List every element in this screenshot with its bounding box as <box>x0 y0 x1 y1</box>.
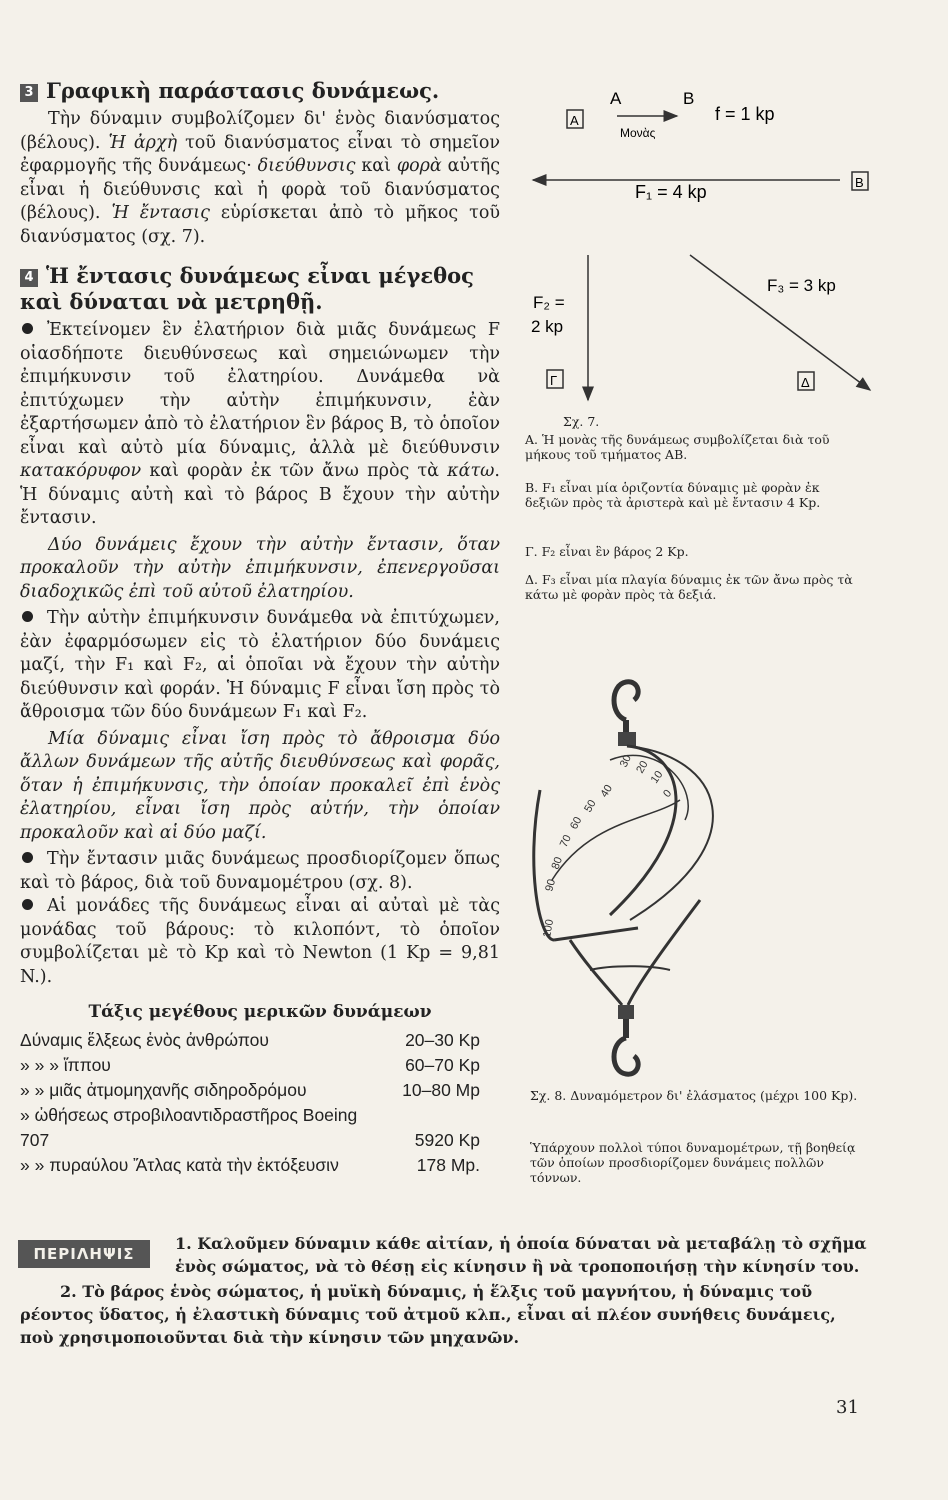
s4-b1-a: Ἐκτείνομεν ἓν ἐλατήριον διὰ μιᾶς δυνάμεως F οἱασδήποτε διευθύνσεως καὶ σημειώνωμεν τὴν ἐπιμήκυνσιν τοῦ ἐλατηρίου. Δυνάμεθα νὰ ἐπιτύχωμεν τὴν αὐτὴν ἐπιμήκυνσιν, ἐὰν ἐξαρτήσωμεν ἀπὸ τὸ ἐλατήριον ἓν βάρος Β, τὸ ὁποῖον εἶναι καὶ αὐτὸ μία δύναμις, ἀλλὰ μὲ διεύθυνσιν <box>20 320 500 458</box>
scale-label-100: 100 <box>541 918 557 939</box>
s3-italic-direction: διεύθυνσις <box>257 156 356 176</box>
f-unit-label: f = 1 kp <box>715 104 775 124</box>
s3-italic-start: Ἡ ἀρχὴ <box>108 132 178 153</box>
scale-label-20: 20 <box>634 758 651 776</box>
s4-b1-italic-down: κάτω <box>447 461 495 481</box>
s4-b4-text: Αἱ μονάδες τῆς δυνάμεως εἶναι αἱ αὐταὶ μὲ τὰς μονάδας τοῦ βάρους: τὸ κιλοπόντ, τὸ ὁποῖον συμβολίζεται μὲ τὸ Kp καὶ τὸ Newton (1 Kp = 9,81 N.). <box>20 896 500 987</box>
fig7-caption-b: Β. F₁ εἶναι μία ὁριζοντία δύναμις μὲ φορὰν ἐκ δεξιῶν πρὸς τὰ ἀριστερὰ καὶ μὲ ἔντασιν 4 Kp. <box>525 480 821 510</box>
s4-b1-e: . Ἡ δύναμις αὐτὴ καὶ τὸ βάρος Β ἔχουν τὴν αὐτὴν ἔντασιν. <box>20 461 500 528</box>
table-row <box>20 1028 500 1053</box>
table-row <box>20 1053 500 1078</box>
section-4-bullet-4 <box>20 895 500 989</box>
table-cell-value: 5920 Kp <box>414 1129 480 1150</box>
fig7-caption-title: Σχ. 7. <box>563 414 600 429</box>
bottom-hook-icon <box>614 1038 638 1074</box>
box-b-label: B <box>855 175 864 190</box>
table-row <box>20 1078 500 1103</box>
figure-8-dynamometer <box>530 670 870 1080</box>
fig7-caption-g: Γ. F₂ εἶναι ἓν βάρος 2 Kp. <box>525 544 689 559</box>
section-4-bullet-3 <box>20 848 500 895</box>
table-cell-label: Δύναμις ἕλξεως ἑνὸς ἀνθρώπου <box>20 1029 269 1050</box>
section-3-title: Γραφικὴ παράστασις δυνάμεως. <box>46 78 440 103</box>
box-d-label: Δ <box>801 375 810 390</box>
s4-b1-c: καὶ φορὰν ἐκ τῶν ἄνω πρὸς τὰ <box>141 461 448 481</box>
table-cell-value: 10–80 Mp <box>402 1079 480 1100</box>
bullet-dot-icon <box>22 611 33 622</box>
s4-b1-italic-vertical: κατακόρυφον <box>20 461 142 481</box>
page-number: 31 <box>836 1397 859 1418</box>
table-cell-label: » ὠθήσεως στροβιλοαντιδραστῆρος Boeing 707 <box>20 1104 358 1150</box>
top-hook-icon <box>614 682 638 720</box>
section-4-bullet-2 <box>20 607 500 725</box>
scale-label-90: 90 <box>543 877 559 893</box>
forces-table <box>20 1028 500 1178</box>
section-4-italic-rule-1: Δύο δυνάμεις ἔχουν τὴν αὐτὴν ἔντασιν, ὅταν προκαλοῦν τὴν αὐτὴν ἐπιμήκυνσιν, ἐπενεργοῦσαι διαδοχικῶς ἐπὶ τοῦ αὐτοῦ ἐλατηρίου. <box>20 534 500 602</box>
s3-text-d: καὶ <box>355 156 397 176</box>
point-b-label: B <box>683 89 695 108</box>
scale-label-70: 70 <box>557 833 574 850</box>
scale-label-80: 80 <box>549 855 566 872</box>
table-cell-value: 20–30 Kp <box>405 1029 480 1050</box>
forces-table-title: Τάξις μεγέθους μερικῶν δυνάμεων <box>88 1002 432 1022</box>
s3-p1-text: Τὴν δύναμιν συμβολίζομεν δι' ἑνὸς διανύσματος (βέλους). <box>20 109 500 153</box>
fig8-note: Ὑπάρχουν πολλοὶ τύποι δυναμομέτρων, τῇ βοηθείᾳ τῶν ὁποίων προσδιορίζομεν δυνάμεις πολλῶν τόννων. <box>530 1140 856 1185</box>
table-cell-value: 60–70 Kp <box>405 1054 480 1075</box>
bullet-dot-icon <box>22 852 33 863</box>
s3-text-f: αὐτῆς εἶναι ἡ διεύθυνσις καὶ ἡ φορὰ τοῦ διανύσματος (βέλους). <box>20 156 500 223</box>
summary-point-1: 1. Καλοῦμεν δύναμιν κάθε αἰτίαν, ἡ ὁποία δύναται νὰ μεταβάλῃ τὸ σχῆμα ἑνὸς σώματος, νὰ τὸ θέσῃ εἰς κίνησιν ἢ νὰ τροποποιήσῃ τὴν κίνησίν του. <box>175 1234 867 1276</box>
f2-label-line1: F₂ = <box>533 293 565 312</box>
bullet-dot-icon <box>22 323 33 334</box>
s3-italic-intensity: Ἡ ἔντασις <box>111 203 210 223</box>
section-4-bullet-1 <box>20 319 500 531</box>
summary-badge: ΠΕΡΙΛΗΨΙΣ <box>18 1240 150 1268</box>
section-4-italic-rule-2: Μία δύναμις εἶναι ἴση πρὸς τὸ ἄθροισμα δύο ἄλλων δυνάμεων τῆς αὐτῆς διευθύνσεως καὶ φορᾶς, ὅταν ἡ ἐπιμήκυνσις, τὴν ὁποίαν προκαλεῖ ἐπὶ ἑνὸς ἐλατηρίου, εἶναι ἴση πρὸς αὐτήν, τὴν ὁποίαν προκαλοῦν καὶ αἱ δύο μαζί. <box>20 728 500 843</box>
f2-label-line2: 2 kp <box>531 317 564 336</box>
fig7-caption-a: Α. Ἡ μονὰς τῆς δυνάμεως συμβολίζεται διὰ τοῦ μήκους τοῦ τμήματος ΑΒ. <box>525 432 830 462</box>
scale-label-0: 0 <box>661 787 675 800</box>
f1-label: F₁ = 4 kp <box>635 182 707 202</box>
section-3-paragraph-1 <box>20 108 500 249</box>
section-3-heading <box>20 78 500 104</box>
point-a-label: A <box>610 89 622 108</box>
table-cell-label: » » » ἵππου <box>20 1054 111 1075</box>
section-3-badge: 3 <box>20 84 38 102</box>
box-g-label: Γ <box>550 373 558 388</box>
box-a-label: A <box>570 113 579 128</box>
s4-b3-text: Τὴν ἔντασιν μιᾶς δυνάμεως προσδιορίζομεν ὅπως καὶ τὸ βάρος, διὰ τοῦ δυναμομέτρου (σχ. 8). <box>20 849 500 893</box>
s4-b2-text: Τὴν αὐτὴν ἐπιμήκυνσιν δυνάμεθα νὰ ἐπιτύχωμεν, ἐὰν ἐφαρμόσωμεν εἰς τὸ ἐλατήριον δύο δυνάμεις μαζί, τὴν F₁ καὶ F₂, αἱ ὁποῖαι νὰ ἔχουν τὴν αὐτὴν διεύθυνσιν καὶ φοράν. Ἡ δύναμις F εἶναι ἴση πρὸς τὸ ἄθροισμα τῶν δύο δυνάμεων F₁ καὶ F₂. <box>20 608 500 722</box>
f3-label: F₃ = 3 kp <box>767 276 836 295</box>
s3-italic-sense: φορὰ <box>396 156 442 176</box>
scale-label-40: 40 <box>598 782 616 800</box>
table-row <box>20 1153 500 1178</box>
s3-text-h: εὑρίσκεται ἀπὸ τὸ μῆκος τοῦ διανύσματος (σχ. 7). <box>20 203 500 247</box>
summary-block <box>20 1232 870 1349</box>
figure-7-diagram <box>525 80 925 410</box>
table-row <box>20 1103 500 1153</box>
fig7-caption-d: Δ. F₃ εἶναι μία πλαγία δύναμις ἐκ τῶν ἄνω πρὸς τὰ κάτω μὲ φορὰν πρὸς τὰ δεξιά. <box>525 572 853 602</box>
scale-label-30: 30 <box>617 753 634 770</box>
fig8-caption: Σχ. 8. Δυναμόμετρον δι' ἐλάσματος (μέχρι 100 Kp). <box>530 1088 858 1103</box>
scale-label-60: 60 <box>568 814 585 832</box>
scale-label-50: 50 <box>582 797 599 815</box>
summary-point-2: 2. Τὸ βάρος ἑνὸς σώματος, ἡ μυϊκὴ δύναμις, ἡ ἕλξις τοῦ μαγνήτου, ἡ δύναμις τοῦ ρέοντος ὕδατος, ἡ ἐλαστικὴ δύναμις τοῦ ἀτμοῦ κλπ., εἶναι αἱ πλέον συνήθεις δυνάμεις, ποὺ χρησιμοποιοῦνται διὰ τὴν κίνησιν τῶν μηχανῶν. <box>20 1282 836 1347</box>
table-cell-label: » » πυραύλου Ἄτλας κατὰ τὴν ἐκτόξευσιν <box>20 1154 339 1175</box>
main-text-column <box>20 78 500 1178</box>
s3-text-b: τοῦ διανύσματος εἶναι τὸ σημεῖον ἐφαρμογῆς τῆς δυνάμεως· <box>20 132 500 176</box>
bullet-dot-icon <box>22 899 33 910</box>
unit-text: Μονὰς <box>620 126 656 140</box>
section-4-heading <box>20 263 500 315</box>
section-4-title: Ἡ ἔντασις δυνάμεως εἶναι μέγεθος καὶ δύναται νὰ μετρηθῇ. <box>20 263 474 314</box>
table-cell-label: » » μιᾶς ἀτμομηχανῆς σιδηροδρόμου <box>20 1079 307 1100</box>
scale-label-10: 10 <box>648 768 666 786</box>
section-4-badge: 4 <box>20 269 38 287</box>
scale-labels <box>541 753 674 938</box>
table-cell-value: 178 Mp. <box>416 1154 480 1175</box>
